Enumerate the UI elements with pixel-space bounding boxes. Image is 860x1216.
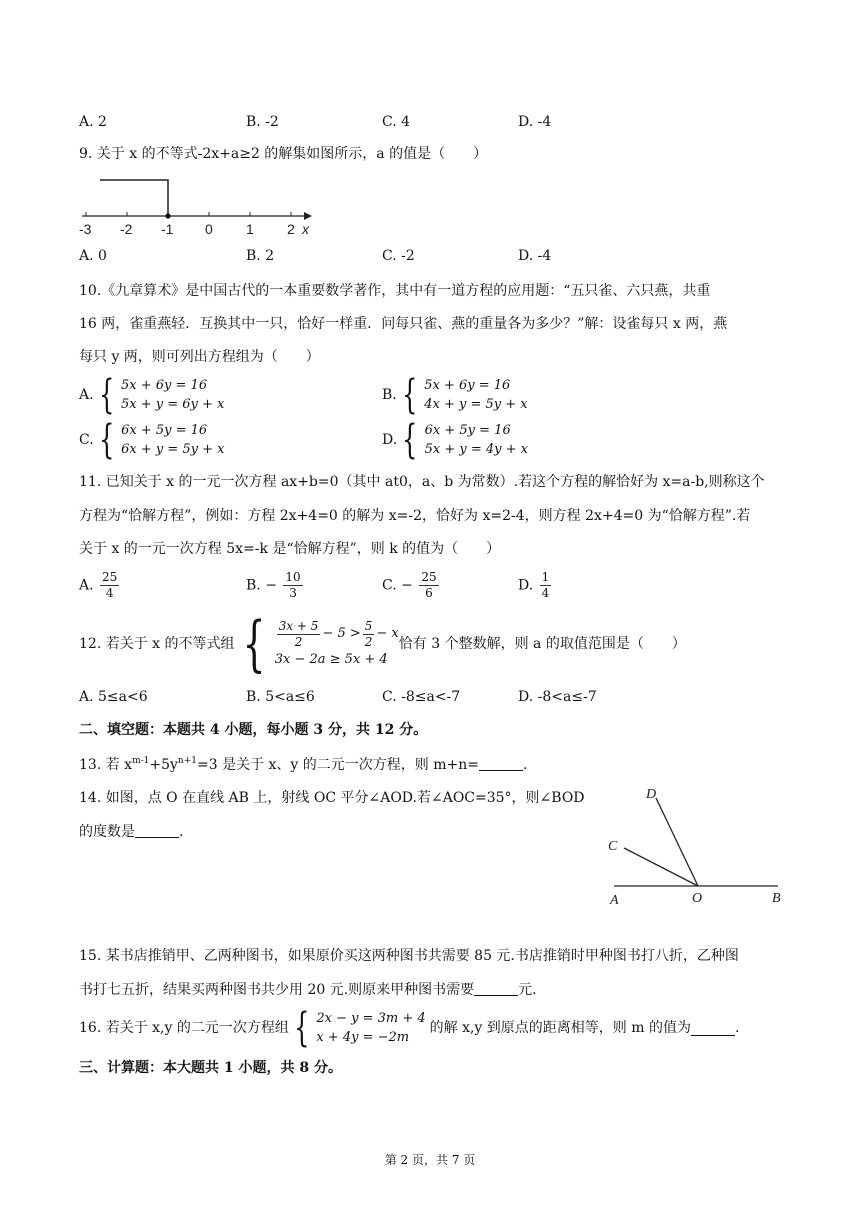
q13-stem: 13. 若 $x^{m-1}+5y^{n+1}=3$ 是关于 x、y 的二元一次方程，则 m+n= .: [79, 756, 528, 773]
q14-line1: 14. 如图，点 O 在直线 AB 上，射线 OC 平分∠AOD.若∠AOC=35°，则∠BOD: [79, 790, 585, 806]
q11-option-b: B. − $\frac{10}{3}$: [246, 570, 301, 600]
q9-tick-label: 1: [246, 221, 254, 237]
point-label-c: C: [608, 839, 618, 854]
q9-tick-label: 2: [287, 221, 295, 237]
q11-option-c: C. − $\frac{25}{6}$: [382, 570, 437, 600]
q12-option-b: B. 5<a≤6: [246, 689, 315, 705]
q11-line3: 关于 x 的一元一次方程 5x=-k 是“恰解方程”，则 k 的值为（ ）: [79, 541, 501, 557]
q16-answer-blank[interactable]: [691, 1021, 735, 1036]
q8-option-b: B. -2: [246, 114, 279, 130]
q9-tick-label: 0: [205, 221, 213, 237]
q14-answer-blank[interactable]: [135, 823, 179, 838]
q8-option-c: C. 4: [382, 114, 411, 130]
q11-line1: 11. 已知关于 x 的一元一次方程 ax+b=0（其中 at0，a、b 为常数）.若这个方程的解恰好为 x=a-b,则称这个: [79, 474, 765, 490]
q9-option-d: D. -4: [518, 248, 552, 264]
q16-stem: 16. 若关于 x,y 的二元一次方程组 { 2x − y = 3m + 4 x + 4y = −2m 的解 x,y 到原点的距离相等，则 m 的值为 .: [79, 1005, 740, 1051]
q9-stem: 9. 关于 x 的不等式-2x+a≥2 的解集如图所示，a 的值是（ ）: [79, 146, 488, 162]
section-fill-in-heading: 二、填空题：本题共 4 小题，每小题 3 分，共 12 分。: [79, 722, 428, 738]
q9-axis-var: x: [302, 221, 309, 237]
q9-option-a: A. 0: [79, 248, 107, 264]
q10-line3: 每只 y 两，则可列出方程组为（ ）: [79, 349, 320, 365]
point-label-a: A: [610, 893, 619, 908]
q15-answer-blank[interactable]: [474, 981, 518, 996]
q13-answer-blank[interactable]: [479, 756, 523, 771]
page-footer: 第 2 页，共 7 页: [384, 1153, 476, 1167]
q11-option-a: A. $\frac{25}{4}$: [79, 570, 118, 600]
q9-tick-label: -1: [161, 221, 174, 237]
q9-number-line: [76, 172, 326, 238]
q15-line2: 书打七五折，结果买两种图书共少用 20 元.则原来甲种图书需要 元.: [79, 982, 537, 998]
q9-tick-label: -2: [120, 221, 133, 237]
q10-line2: 16 两，雀重燕轻．互换其中一只，恰好一样重．问每只雀、燕的重量各为多少？”解：设雀每只 x 两，燕: [79, 316, 728, 332]
q9-option-c: C. -2: [382, 248, 415, 264]
q10-line1: 10.《九章算术》是中国古代的一本重要数学著作，其中有一道方程的应用题：“五只雀、六只燕，共重: [79, 283, 711, 299]
q10-option-c: C. { 6x + 5y = 16 6x + y = 5y + x: [79, 417, 225, 463]
q10-option-a: A. { 5x + 6y = 16 5x + y = 6y + x: [79, 372, 225, 418]
q12-option-c: C. -8≤a<-7: [382, 689, 461, 705]
q11-option-d: D. $\frac{1}{4}$: [518, 570, 550, 600]
q8-option-a: A. 2: [79, 114, 107, 130]
q11-line2: 方程为“恰解方程”，例如：方程 2x+4=0 的解为 x=-2，恰好为 x=2-4，则方程 2x+4=0 为“恰解方程”.若: [79, 508, 751, 524]
point-label-o: O: [692, 891, 703, 906]
q15-line1: 15. 某书店推销甲、乙两种图书，如果原价买这两种图书共需要 85 元.书店推销时甲种图书打八折，乙种图: [79, 948, 739, 964]
q14-angle-figure: [600, 780, 790, 910]
q8-option-d: D. -4: [518, 114, 552, 130]
q9-option-b: B. 2: [246, 248, 275, 264]
section-calculation-heading: 三、计算题：本大题共 1 小题，共 8 分。: [79, 1060, 342, 1076]
q12-stem: 12. 若关于 x 的不等式组 { $\frac{3x + 5}{2}$ − 5 > $\frac{5}{2}$ − x 3x − 2a ≥ 5x + 4 恰有 3 个整数解，则 a 的取值范围是（ ）: [79, 609, 686, 679]
point-label-d: D: [646, 787, 657, 802]
q12-option-a: A. 5≤a<6: [79, 689, 148, 705]
q9-tick-label: -3: [79, 221, 92, 237]
q14-line2: 的度数是 .: [79, 824, 184, 840]
q10-option-d: D. { 6x + 5y = 16 5x + y = 4y + x: [382, 417, 529, 463]
q10-option-b: B. { 5x + 6y = 16 4x + y = 5y + x: [382, 372, 528, 418]
point-label-b: B: [772, 891, 781, 906]
q12-option-d: D. -8<a≤-7: [518, 689, 597, 705]
